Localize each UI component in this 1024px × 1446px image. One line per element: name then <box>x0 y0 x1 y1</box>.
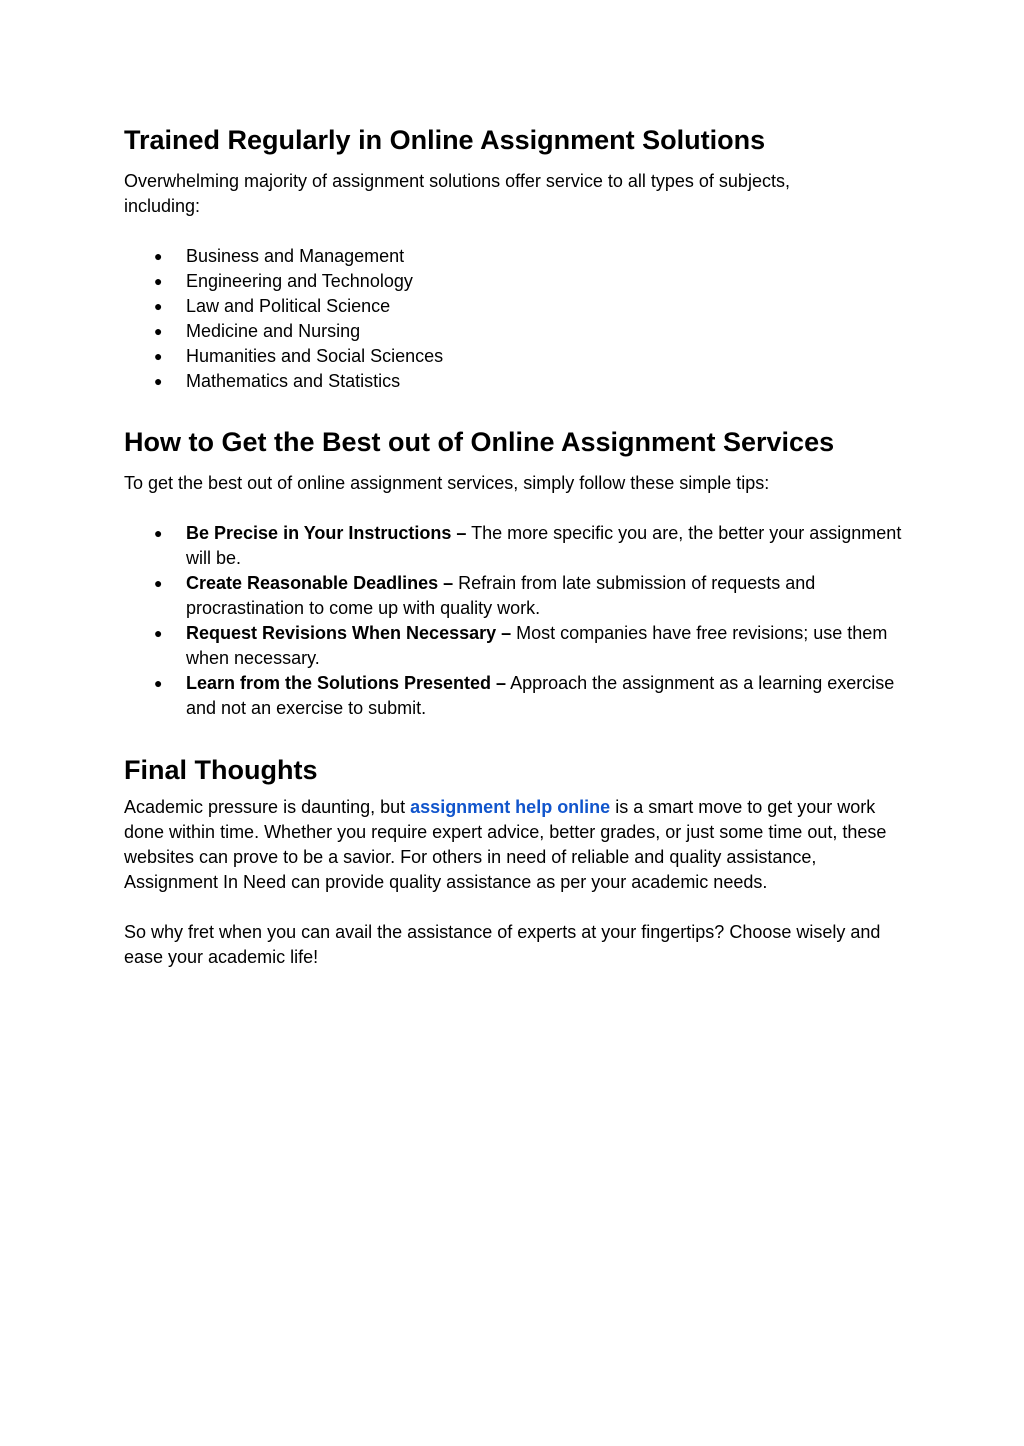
tip-title: Be Precise in Your Instructions – <box>186 523 467 543</box>
paragraph-text: Academic pressure is daunting, but <box>124 797 411 817</box>
section-heading-trained: Trained Regularly in Online Assignment Solutions <box>124 125 766 155</box>
bullet-icon: ● <box>154 273 163 289</box>
tips-list <box>124 521 914 721</box>
list-item <box>124 319 914 344</box>
list-item <box>124 344 914 369</box>
list-item-text: Mathematics and Statistics <box>186 371 401 391</box>
section-intro-tips: To get the best out of online assignment services, simply follow these simple tips: <box>124 473 770 493</box>
section-intro-subjects: Overwhelming majority of assignment solutions offer service to all types of subjects, including: <box>124 171 790 216</box>
list-item-text: Humanities and Social Sciences <box>186 346 444 366</box>
tip-item <box>124 671 914 721</box>
list-item-text: Engineering and Technology <box>186 271 413 291</box>
final-paragraph-2: So why fret when you can avail the assistance of experts at your fingertips? Choose wisely and ease your academic life! <box>124 922 881 967</box>
tip-title: Create Reasonable Deadlines – <box>186 573 454 593</box>
bullet-icon: ● <box>154 248 163 264</box>
bullet-icon: ● <box>154 675 163 691</box>
section-heading-best-out: How to Get the Best out of Online Assignment Services <box>124 427 835 457</box>
bullet-icon: ● <box>154 373 163 389</box>
bullet-icon: ● <box>154 298 163 314</box>
tip-text: Refrain from late submission of requests and procrastination to come up with quality work. <box>186 573 816 618</box>
tip-text: The more specific you are, the better your assignment will be. <box>186 523 902 568</box>
tip-text: Approach the assignment as a learning exercise and not an exercise to submit. <box>186 673 895 718</box>
tip-title: Learn from the Solutions Presented – <box>186 673 507 693</box>
list-item <box>124 269 914 294</box>
bullet-icon: ● <box>154 575 163 591</box>
tip-item <box>124 621 914 671</box>
assignment-help-link[interactable]: assignment help online <box>410 797 611 817</box>
list-item-text: Business and Management <box>186 246 405 266</box>
bullet-icon: ● <box>154 348 163 364</box>
tip-title: Request Revisions When Necessary – <box>186 623 512 643</box>
tip-item <box>124 521 914 571</box>
bullet-icon: ● <box>154 525 163 541</box>
list-item-text: Medicine and Nursing <box>186 321 361 341</box>
list-item <box>124 294 914 319</box>
list-item <box>124 244 914 269</box>
subjects-list <box>124 244 914 394</box>
bullet-icon: ● <box>154 323 163 339</box>
section-heading-final-thoughts: Final Thoughts <box>124 755 318 785</box>
list-item <box>124 369 914 394</box>
final-paragraph-1 <box>124 795 914 895</box>
paragraph-text: is a smart move to get your work done within time. Whether you require expert advice, better grades, or just some time out, these websites can prove to be a savior. For others in need of reliable and quality assistance, Assignment In Need can provide quality assistance as per your academic needs. <box>124 797 887 892</box>
tip-text: Most companies have free revisions; use them when necessary. <box>186 623 888 668</box>
list-item-text: Law and Political Science <box>186 296 391 316</box>
bullet-icon: ● <box>154 625 163 641</box>
tip-item <box>124 571 914 621</box>
